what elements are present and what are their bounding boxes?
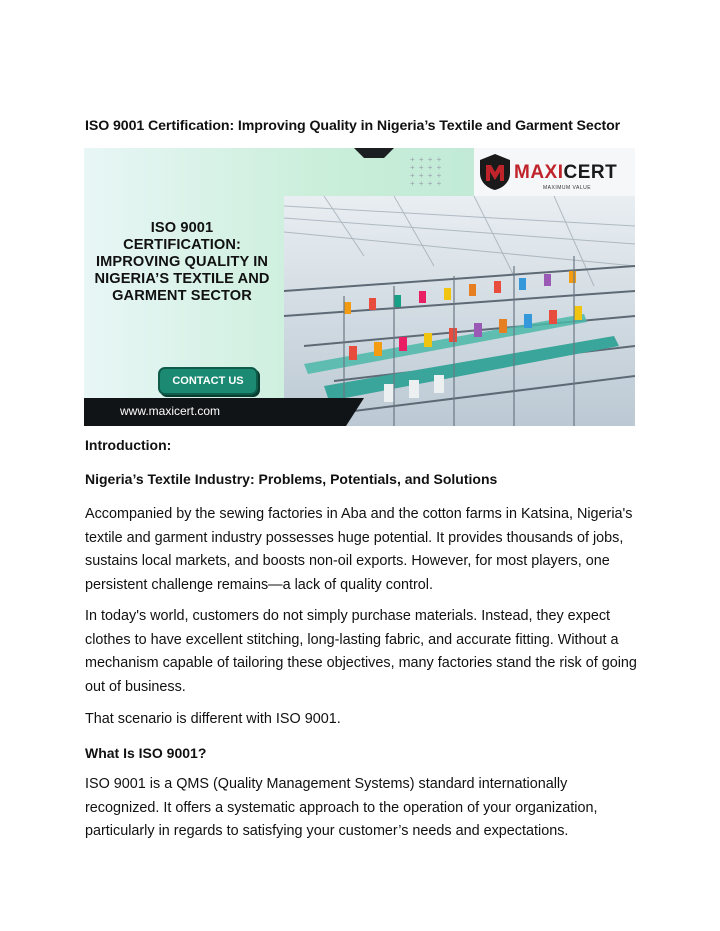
what-is-heading: What Is ISO 9001? bbox=[85, 745, 207, 761]
industry-heading: Nigeria’s Textile Industry: Problems, Potentials, and Solutions bbox=[85, 471, 498, 487]
document-title: ISO 9001 Certification: Improving Quality in Nigeria’s Textile and Garment Sector bbox=[85, 118, 621, 134]
banner-image bbox=[84, 148, 635, 426]
logo-tagline: MAXIMUM VALUE bbox=[543, 185, 592, 191]
headline-line: NIGERIA’S TEXTILE AND bbox=[94, 271, 270, 287]
introduction-heading: Introduction: bbox=[85, 437, 172, 453]
paragraph: That scenario is different with ISO 9001. bbox=[85, 711, 341, 727]
banner-headline bbox=[84, 220, 280, 305]
plus-pattern: + + + + + + + + + + + + + + + + bbox=[410, 155, 443, 188]
paragraph: In today's world, customers do not simply purchase materials. Instead, they expect clothes to have excellent stitching, long-lasting fabric, and accurate fitting. Without a mechanism capable of tailoring these objectives, many factories stand the risk of going out of business. bbox=[85, 608, 637, 695]
headline-line: ISO 9001 bbox=[150, 220, 214, 236]
paragraph: Accompanied by the sewing factories in Aba and the cotton farms in Katsina, Nigeria's textile and garment industry possesses huge potential. It provides thousands of jobs, sustains local markets, and boosts non-oil exports. However, for most players, one persistent challenge remains—a lack of quality control. bbox=[85, 506, 633, 593]
headline-line: CERTIFICATION: bbox=[123, 237, 241, 253]
contact-us-button[interactable]: CONTACT US bbox=[158, 367, 258, 395]
headline-line: GARMENT SECTOR bbox=[112, 288, 252, 304]
headline-line: IMPROVING QUALITY IN bbox=[95, 254, 268, 270]
maxicert-shield-icon bbox=[478, 153, 512, 191]
logo-wordmark: MAXICERT bbox=[514, 162, 618, 183]
paragraph: ISO 9001 is a QMS (Quality Management Systems) standard internationally recognized. It offers a systematic approach to the operation of your organization, particularly in regards to satisfying your customer’s needs and expectations. bbox=[85, 776, 598, 839]
website-url[interactable]: www.maxicert.com bbox=[120, 404, 221, 418]
